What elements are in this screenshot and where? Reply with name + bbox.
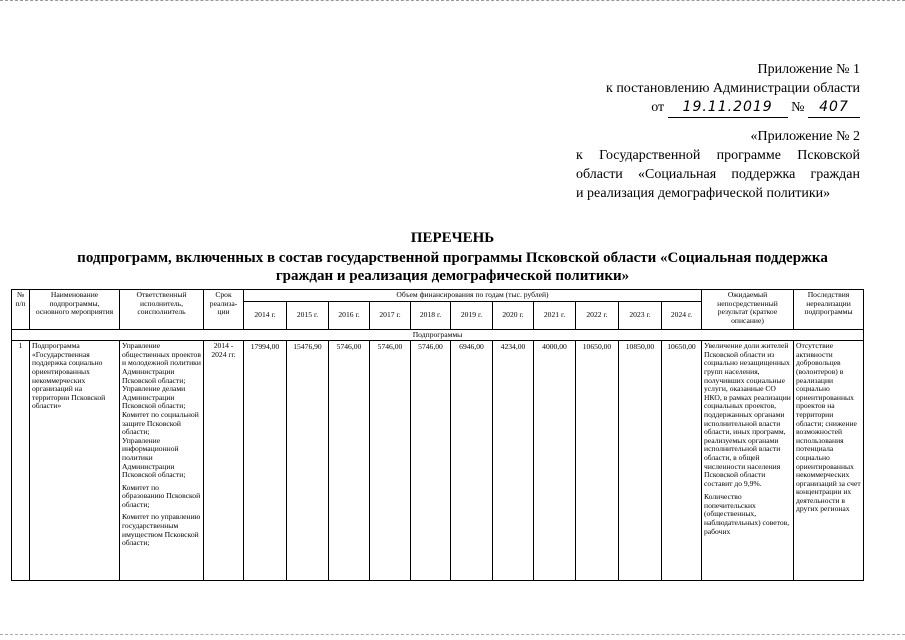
header-year: 2018 г. xyxy=(411,301,451,329)
appendix-1-header xyxy=(560,60,860,118)
appendix-2-line-3: области «Социальная поддержка граждан xyxy=(576,167,860,182)
header-year: 2016 г. xyxy=(329,301,370,329)
appendix-1-title: Приложение № 1 xyxy=(757,62,860,77)
row-value-2016: 5746,00 xyxy=(329,341,370,581)
executor-item: Комитет по социальной защите Псковской области; xyxy=(122,409,199,437)
header-year: 2014 г. xyxy=(244,301,287,329)
header-name: Наименование подпрограммы, основного мероприятия xyxy=(30,290,120,330)
subtitle-line-1: подпрограмм, включенных в состав государственной программы Псковской области «Социальная поддержка xyxy=(77,250,828,266)
executor-item: Управление делами Администрации Псковской области; xyxy=(122,384,186,411)
row-expected-result xyxy=(702,341,794,581)
header-result: Ожидаемый непосредственный результат (краткое описание) xyxy=(702,290,794,330)
row-consequence: Отсутствие активности добровольцев (волонтеров) в реализации социально ориентированных проектов на территории области; снижение возможностей использования потенциала социально ориентированных некоммерческих организаций за счет концентрации их деятельности в других регионах xyxy=(794,341,864,581)
row-subprogram-name: Подпрограмма «Государственная поддержка социально ориентированных некоммерческих организаций на территории Псковской области» xyxy=(30,341,120,581)
executor-item: Комитет по образованию Псковской области; xyxy=(122,482,201,509)
executor-item: Управление общественных проектов и молодежной политики Администрации Псковской области; xyxy=(122,341,201,385)
subtitle-line-2: граждан и реализация демографической политики» xyxy=(275,268,630,284)
appendix-2-title: «Приложение № 2 xyxy=(750,129,860,144)
row-value-2017: 5746,00 xyxy=(370,341,411,581)
row-value-2019: 6946,00 xyxy=(451,341,493,581)
row-executors xyxy=(120,341,204,581)
handwritten-date: 19.11.2019 xyxy=(668,98,788,118)
header-year: 2022 г. xyxy=(576,301,619,329)
row-value-2020: 4234,00 xyxy=(493,341,534,581)
header-num: № п/п xyxy=(12,290,30,330)
appendix-1-resolution: к постановлению Администрации области xyxy=(606,81,860,96)
row-num: 1 xyxy=(12,341,30,581)
document-title: ПЕРЕЧЕНЬ xyxy=(410,230,495,246)
scan-edge-bottom xyxy=(0,634,905,637)
section-row-subprograms: Подпрограммы xyxy=(12,329,864,341)
appendix-2-line-4: и реализация демографической политики» xyxy=(576,186,831,201)
executor-item: Управление информационной политики Администрации Псковской области; xyxy=(122,435,186,480)
row-value-2015: 15476,90 xyxy=(287,341,329,581)
header-year: 2023 г. xyxy=(619,301,662,329)
header-year: 2019 г. xyxy=(451,301,493,329)
row-value-2014: 17994,00 xyxy=(244,341,287,581)
row-term: 2014 - 2024 гг. xyxy=(204,341,244,581)
header-consequence: Последствия нереализации подпрограммы xyxy=(794,290,864,330)
row-value-2023: 10850,00 xyxy=(619,341,662,581)
handwritten-number: 407 xyxy=(808,98,860,118)
header-year: 2017 г. xyxy=(370,301,411,329)
header-executor: Ответственный исполнитель, соисполнитель xyxy=(120,290,204,330)
from-label: от xyxy=(651,100,665,115)
appendix-2-header xyxy=(576,127,860,203)
header-term: Срок реализа-ции xyxy=(204,290,244,330)
row-value-2021: 4000,00 xyxy=(534,341,576,581)
header-funding: Объем финансирования по годам (тыс. рублей) xyxy=(244,290,702,302)
executor-item: Комитет по управлению государственным имуществом Псковской области; xyxy=(122,512,201,548)
row-value-2022: 10650,00 xyxy=(576,341,619,581)
result-paragraph: Увеличение доли жителей Псковской области из социально незащищенных групп населения, получивших социальные услуги, оказанные СО НКО, в рамках реализации социальных проектов, поддержанных органами исполнительной власти области, иных программ, реализуемых органами исполнительной власти области, в общей численности населения Псковской области составит до 9,9%. xyxy=(704,341,791,488)
document-subtitle xyxy=(40,249,865,285)
row-value-2024: 10650,00 xyxy=(662,341,702,581)
appendix-2-line-2: к Государственной программе Псковской xyxy=(576,148,860,163)
number-label: № xyxy=(791,100,805,115)
header-year: 2015 г. xyxy=(287,301,329,329)
header-year: 2021 г. xyxy=(534,301,576,329)
result-paragraph: Количество попечительских (общественных, наблюдательных) советов, рабочих xyxy=(704,492,790,536)
header-year: 2024 г. xyxy=(662,301,702,329)
subprograms-table xyxy=(11,289,864,581)
appendix-1-date-line xyxy=(560,98,860,118)
scan-edge-top xyxy=(0,0,905,3)
header-year: 2020 г. xyxy=(493,301,534,329)
row-value-2018: 5746,00 xyxy=(411,341,451,581)
